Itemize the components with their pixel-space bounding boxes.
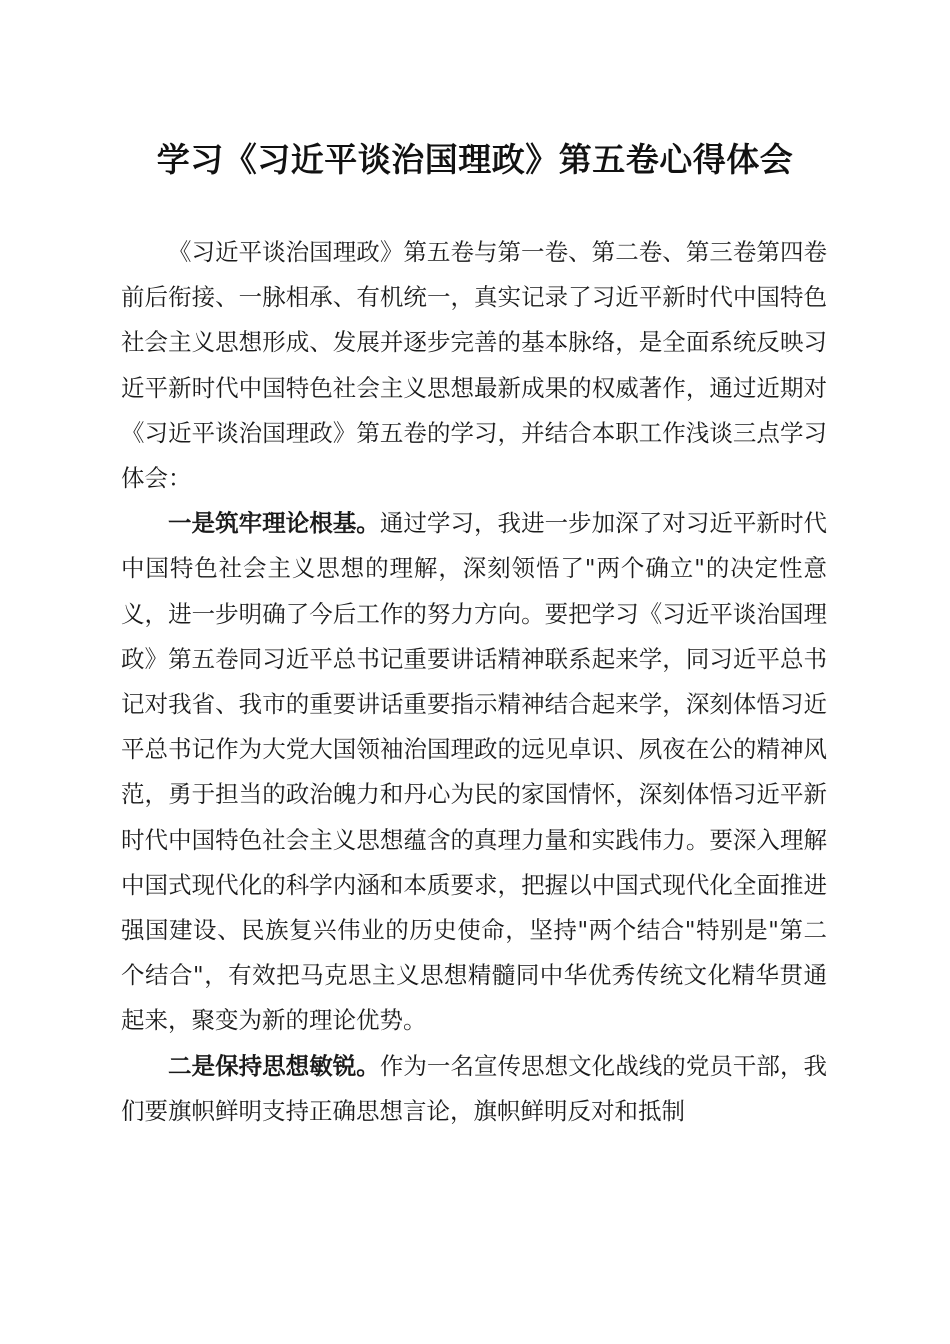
paragraph-point-two: [121, 1044, 827, 1134]
paragraph-lead: 一是筑牢理论根基。: [168, 509, 380, 538]
paragraph-text: 通过学习，我进一步加深了对习近平新时代中国特色社会主义思想的理解，深刻领悟了"两个确立"的决定性意义，进一步明确了今后工作的努力方向。要把学习《习近平谈治国理政》第五卷同习近平总书记重要讲话精神联系起来学，同习近平总书记对我省、我市的重要讲话重要指示精神结合起来学，深刻体悟习近平总书记作为大党大国领袖治国理政的远见卓识、夙夜在公的精神风范，勇于担当的政治魄力和丹心为民的家国情怀，深刻体悟习近平新时代中国特色社会主义思想蕴含的真理力量和实践伟力。要深入理解中国式现代化的科学内涵和本质要求，把握以中国式现代化全面推进强国建设、民族复兴伟业的历史使命，坚持"两个结合"特别是"第二个结合"，有效把马克思主义思想精髓同中华优秀传统文化精华贯通起来，聚变为新的理论优势。: [121, 509, 828, 1035]
document-body: [121, 230, 827, 1134]
paragraph-text: 作为一名宣传思想文化战线的党员干部，我们要旗帜鲜明支持正确思想言论，旗帜鲜明反对和抵制: [121, 1051, 828, 1125]
paragraph-text: 《习近平谈治国理政》第五卷与第一卷、第二卷、第三卷第四卷前后衔接、一脉相承、有机统一，真实记录了习近平新时代中国特色社会主义思想形成、发展并逐步完善的基本脉络，是全面系统反映习近平新时代中国特色社会主义思想最新成果的权威著作，通过近期对《习近平谈治国理政》第五卷的学习，并结合本职工作浅谈三点学习体会：: [121, 238, 827, 493]
document-title: 学习《习近平谈治国理政》第五卷心得体会: [156, 140, 794, 179]
paragraph-lead: 二是保持思想敏锐。: [168, 1051, 380, 1080]
paragraph-intro: [121, 230, 827, 501]
paragraph-point-one: [121, 501, 827, 1043]
